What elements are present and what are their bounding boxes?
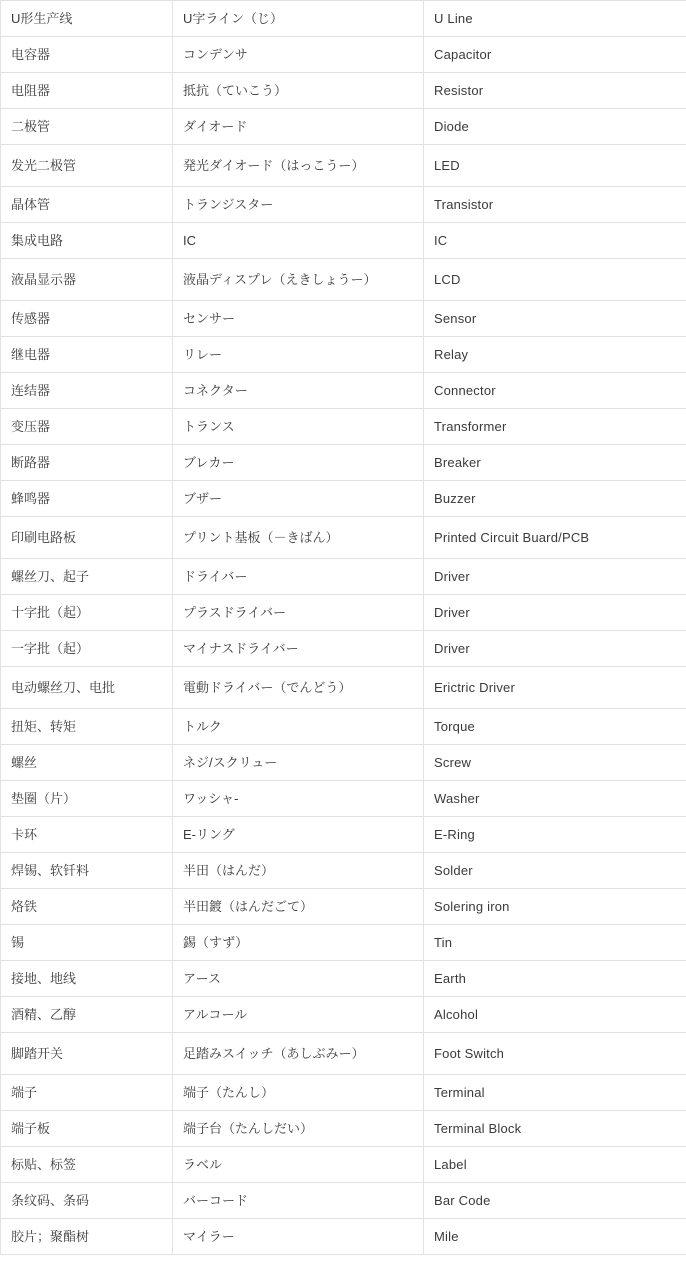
cell-chinese: 蜂鸣器 [1,481,173,517]
cell-chinese: 接地、地线 [1,961,173,997]
cell-japanese: ブザー [173,481,424,517]
cell-english: Diode [424,109,686,145]
table-row [1,889,686,925]
table-row [1,187,686,223]
cell-japanese: 端子（たんし） [173,1075,424,1111]
table-row [1,559,686,595]
cell-chinese: 烙铁 [1,889,173,925]
table-row [1,259,686,301]
cell-chinese: 酒精、乙醇 [1,997,173,1033]
cell-english: Capacitor [424,37,686,73]
cell-japanese: トランス [173,409,424,445]
cell-chinese: 传感器 [1,301,173,337]
table-row [1,709,686,745]
table-row [1,445,686,481]
cell-japanese: コネクター [173,373,424,409]
cell-english: Alcohol [424,997,686,1033]
cell-chinese: 电阻器 [1,73,173,109]
cell-japanese: 半田鍍（はんだごて） [173,889,424,925]
cell-english: Relay [424,337,686,373]
cell-japanese: リレー [173,337,424,373]
table-row [1,145,686,187]
table-row [1,817,686,853]
cell-english: Foot Switch [424,1033,686,1075]
table-row [1,1033,686,1075]
cell-english: Resistor [424,73,686,109]
cell-english: Label [424,1147,686,1183]
table-row [1,409,686,445]
cell-japanese: IC [173,223,424,259]
cell-chinese: 扭矩、转矩 [1,709,173,745]
cell-japanese: 錫（すず） [173,925,424,961]
cell-english: Mile [424,1219,686,1255]
table-row [1,73,686,109]
cell-japanese: 端子台（たんしだい） [173,1111,424,1147]
cell-japanese: ワッシャ- [173,781,424,817]
cell-english: Solder [424,853,686,889]
table-row [1,1183,686,1219]
cell-japanese: E-リング [173,817,424,853]
table-row [1,1111,686,1147]
cell-japanese: ダイオード [173,109,424,145]
cell-chinese: 焊锡、软钎料 [1,853,173,889]
cell-japanese: 半田（はんだ） [173,853,424,889]
cell-japanese: マイナスドライバー [173,631,424,667]
cell-english: Connector [424,373,686,409]
cell-english: Torque [424,709,686,745]
table-row [1,1075,686,1111]
table-row [1,481,686,517]
cell-english: Tin [424,925,686,961]
cell-english: Driver [424,559,686,595]
table-row [1,1,686,37]
cell-english: Terminal Block [424,1111,686,1147]
cell-japanese: 発光ダイオード（はっこうー） [173,145,424,187]
cell-japanese: ドライバー [173,559,424,595]
cell-chinese: 晶体管 [1,187,173,223]
cell-english: LED [424,145,686,187]
table-row [1,997,686,1033]
cell-japanese: バーコード [173,1183,424,1219]
table-row [1,781,686,817]
cell-japanese: プリント基板（－きばん） [173,517,424,559]
cell-chinese: 条纹码、条码 [1,1183,173,1219]
cell-chinese: 电动螺丝刀、电批 [1,667,173,709]
table-row [1,337,686,373]
cell-chinese: 变压器 [1,409,173,445]
cell-chinese: 发光二极管 [1,145,173,187]
cell-english: Transistor [424,187,686,223]
cell-chinese: 二极管 [1,109,173,145]
table-row [1,223,686,259]
cell-japanese: ブレカー [173,445,424,481]
cell-english: Printed Circuit Buard/PCB [424,517,686,559]
table-row [1,745,686,781]
cell-chinese: 继电器 [1,337,173,373]
cell-english: LCD [424,259,686,301]
cell-english: Bar Code [424,1183,686,1219]
cell-chinese: 连结器 [1,373,173,409]
cell-japanese: ネジ/スクリュー [173,745,424,781]
cell-chinese: 垫圈（片） [1,781,173,817]
cell-chinese: 集成电路 [1,223,173,259]
cell-english: Buzzer [424,481,686,517]
cell-japanese: 抵抗（ていこう） [173,73,424,109]
table-row [1,853,686,889]
cell-japanese: アース [173,961,424,997]
table-row [1,373,686,409]
table-row [1,667,686,709]
cell-chinese: U形生产线 [1,1,173,37]
cell-chinese: 标贴、标签 [1,1147,173,1183]
cell-chinese: 端子 [1,1075,173,1111]
table-row [1,37,686,73]
cell-japanese: 液晶ディスプレ（えきしょうー） [173,259,424,301]
glossary-table-body [1,1,686,1255]
cell-japanese: マイラー [173,1219,424,1255]
table-row [1,301,686,337]
cell-chinese: 锡 [1,925,173,961]
cell-english: E-Ring [424,817,686,853]
cell-english: Washer [424,781,686,817]
cell-chinese: 电容器 [1,37,173,73]
cell-english: U Line [424,1,686,37]
cell-japanese: トルク [173,709,424,745]
cell-japanese: ラベル [173,1147,424,1183]
cell-chinese: 螺丝刀、起子 [1,559,173,595]
cell-english: Transformer [424,409,686,445]
cell-english: Terminal [424,1075,686,1111]
cell-english: Sensor [424,301,686,337]
cell-chinese: 卡环 [1,817,173,853]
cell-chinese: 胶片；聚酯树 [1,1219,173,1255]
table-row [1,1219,686,1255]
cell-japanese: トランジスター [173,187,424,223]
cell-english: Driver [424,595,686,631]
table-row [1,517,686,559]
cell-japanese: U字ライン（じ） [173,1,424,37]
cell-english: Driver [424,631,686,667]
table-row [1,631,686,667]
cell-japanese: 電動ドライバー（でんどう） [173,667,424,709]
cell-english: Breaker [424,445,686,481]
cell-chinese: 一字批（起） [1,631,173,667]
cell-japanese: プラスドライバー [173,595,424,631]
table-row [1,109,686,145]
table-row [1,595,686,631]
table-row [1,1147,686,1183]
cell-japanese: コンデンサ [173,37,424,73]
table-row [1,961,686,997]
cell-english: Solering iron [424,889,686,925]
cell-english: Screw [424,745,686,781]
cell-chinese: 螺丝 [1,745,173,781]
cell-chinese: 脚踏开关 [1,1033,173,1075]
cell-chinese: 液晶显示器 [1,259,173,301]
cell-english: Earth [424,961,686,997]
cell-chinese: 十字批（起） [1,595,173,631]
cell-english: IC [424,223,686,259]
cell-chinese: 印刷电路板 [1,517,173,559]
cell-japanese: アルコール [173,997,424,1033]
cell-chinese: 断路器 [1,445,173,481]
cell-japanese: 足踏みスイッチ（あしぶみー） [173,1033,424,1075]
cell-japanese: センサー [173,301,424,337]
cell-english: Erictric Driver [424,667,686,709]
table-row [1,925,686,961]
cell-chinese: 端子板 [1,1111,173,1147]
